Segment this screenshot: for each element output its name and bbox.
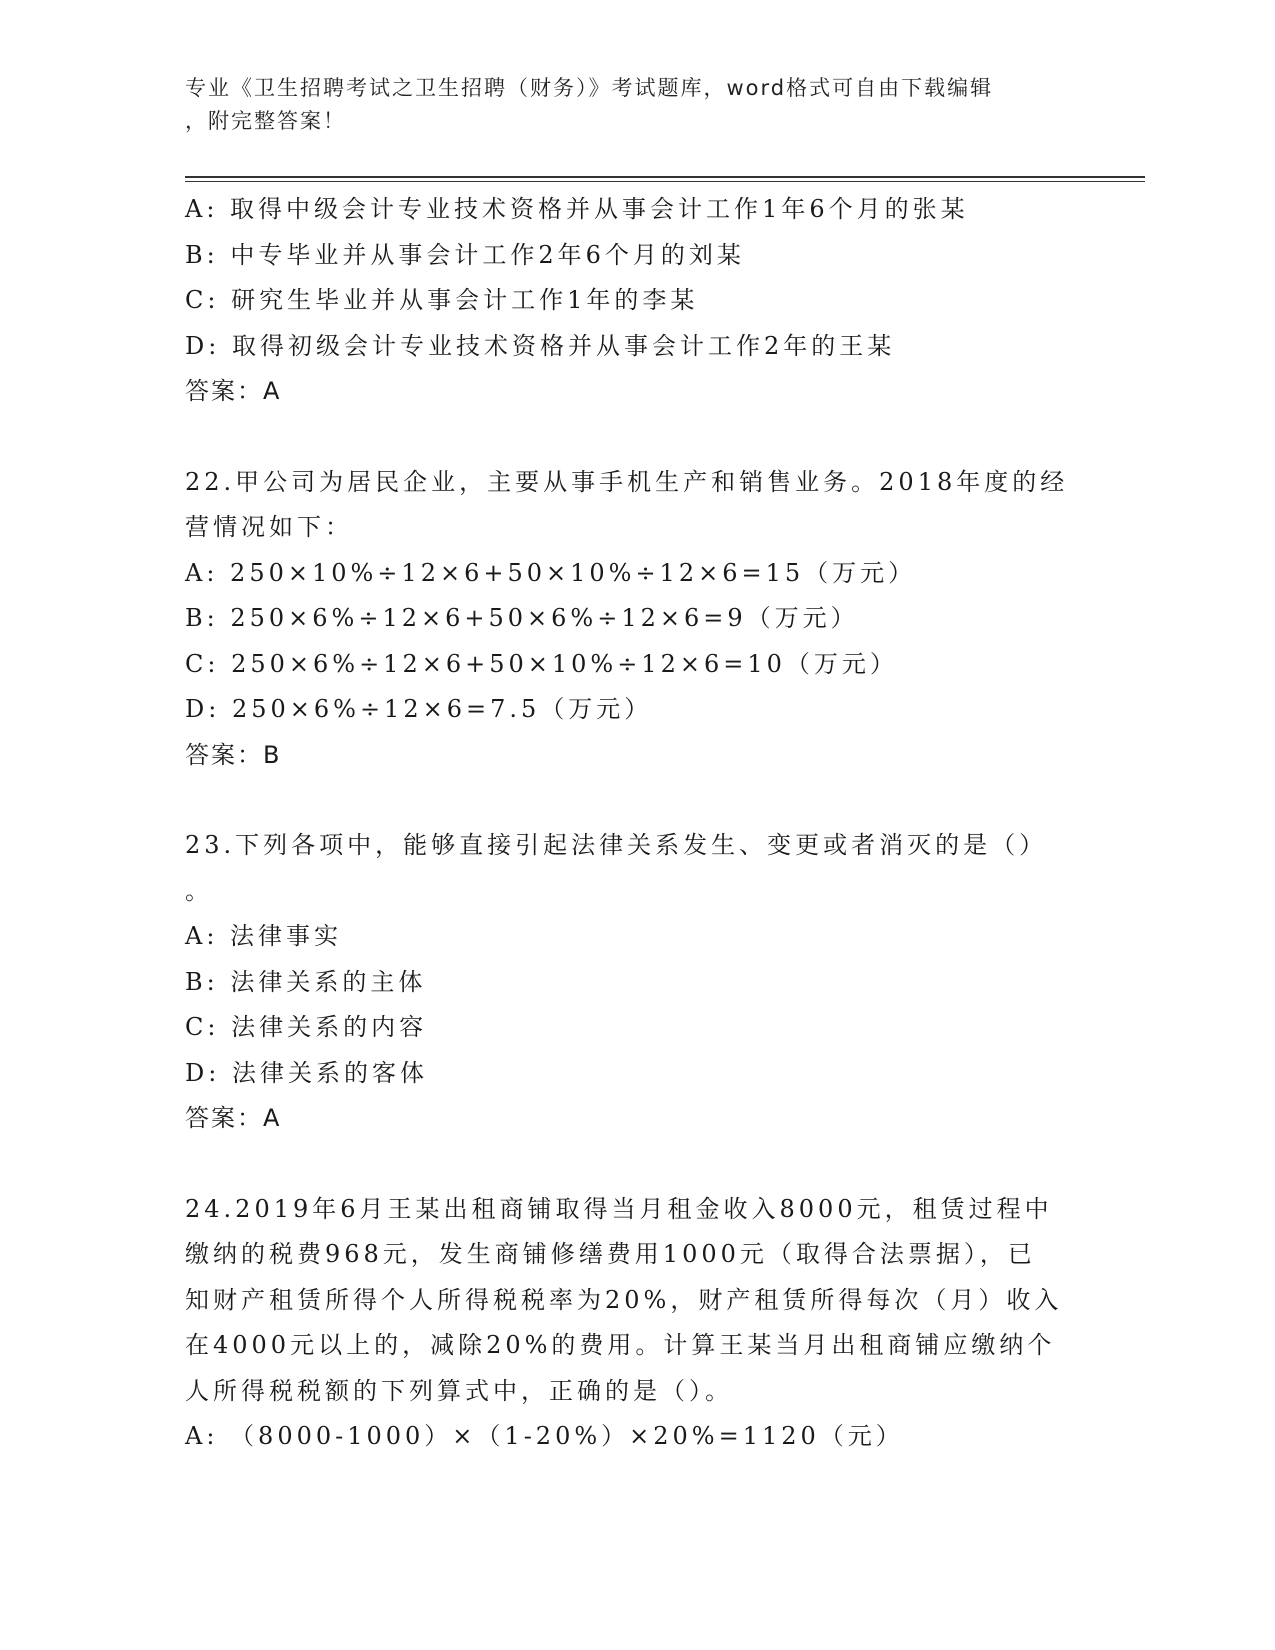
header-rule-thin bbox=[185, 181, 1145, 182]
question-title-line: 人所得税税额的下列算式中，正确的是（）。 bbox=[185, 1376, 733, 1405]
document-header bbox=[185, 72, 1065, 138]
question-title-line: 在4000元以上的，减除20%的费用。计算王某当月出租商铺应缴纳个 bbox=[185, 1331, 1056, 1359]
question-title-line: 。 bbox=[185, 876, 213, 905]
question-title-line: 23.下列各项中，能够直接引起法律关系发生、变更或者消灭的是（） bbox=[185, 831, 1048, 859]
option-d: D: 250×6%÷12×6=7.5（万元） bbox=[185, 695, 653, 723]
question-title-line: 缴纳的税费968元，发生商铺修缮费用1000元（取得合法票据），已 bbox=[185, 1240, 1036, 1268]
option-c: C: 250×6%÷12×6+50×10%÷12×6=10（万元） bbox=[185, 649, 898, 678]
option-c: C: 研究生毕业并从事会计工作1年的李某 bbox=[185, 286, 699, 314]
answer: 答案：A bbox=[185, 377, 282, 405]
option-a: A: 取得中级会计专业技术资格并从事会计工作1年6个月的张某 bbox=[185, 195, 969, 223]
header-rule-thick bbox=[185, 176, 1145, 178]
header-line-1: 专业《卫生招聘考试之卫生招聘（财务）》考试题库，word格式可自由下载编辑 bbox=[185, 76, 994, 100]
option-d: D: 取得初级会计专业技术资格并从事会计工作2年的王某 bbox=[185, 331, 896, 360]
option-a: A: 法律事实 bbox=[185, 922, 343, 950]
option-b: B: 250×6%÷12×6+50×6%÷12×6=9（万元） bbox=[185, 604, 859, 632]
question-title-line: 24.2019年6月王某出租商铺取得当月租金收入8000元，租赁过程中 bbox=[185, 1194, 1053, 1223]
option-b: B: 中专毕业并从事会计工作2年6个月的刘某 bbox=[185, 240, 745, 269]
question-title-line: 知财产租赁所得个人所得税税率为20%，财产租赁所得每次（月）收入 bbox=[185, 1285, 1063, 1314]
question-22 bbox=[185, 460, 1085, 779]
option-a: A: （8000-1000）×（1-20%）×20%=1120（元） bbox=[185, 1422, 904, 1450]
answer: 答案：A bbox=[185, 1104, 282, 1132]
question-21 bbox=[185, 187, 1085, 415]
option-d: D: 法律关系的客体 bbox=[185, 1058, 428, 1087]
question-title-line: 22.甲公司为居民企业，主要从事手机生产和销售业务。2018年度的经 bbox=[185, 467, 1069, 496]
question-title-line: 营情况如下： bbox=[185, 513, 353, 541]
question-24 bbox=[185, 1187, 1085, 1460]
option-a: A: 250×10%÷12×6+50×10%÷12×6=15（万元） bbox=[185, 558, 917, 587]
question-23 bbox=[185, 823, 1085, 1142]
question-list bbox=[185, 187, 1085, 1460]
header-line-2: ，附完整答案！ bbox=[185, 109, 346, 133]
option-c: C: 法律关系的内容 bbox=[185, 1013, 428, 1041]
answer: 答案：B bbox=[185, 740, 282, 769]
option-b: B: 法律关系的主体 bbox=[185, 967, 427, 996]
